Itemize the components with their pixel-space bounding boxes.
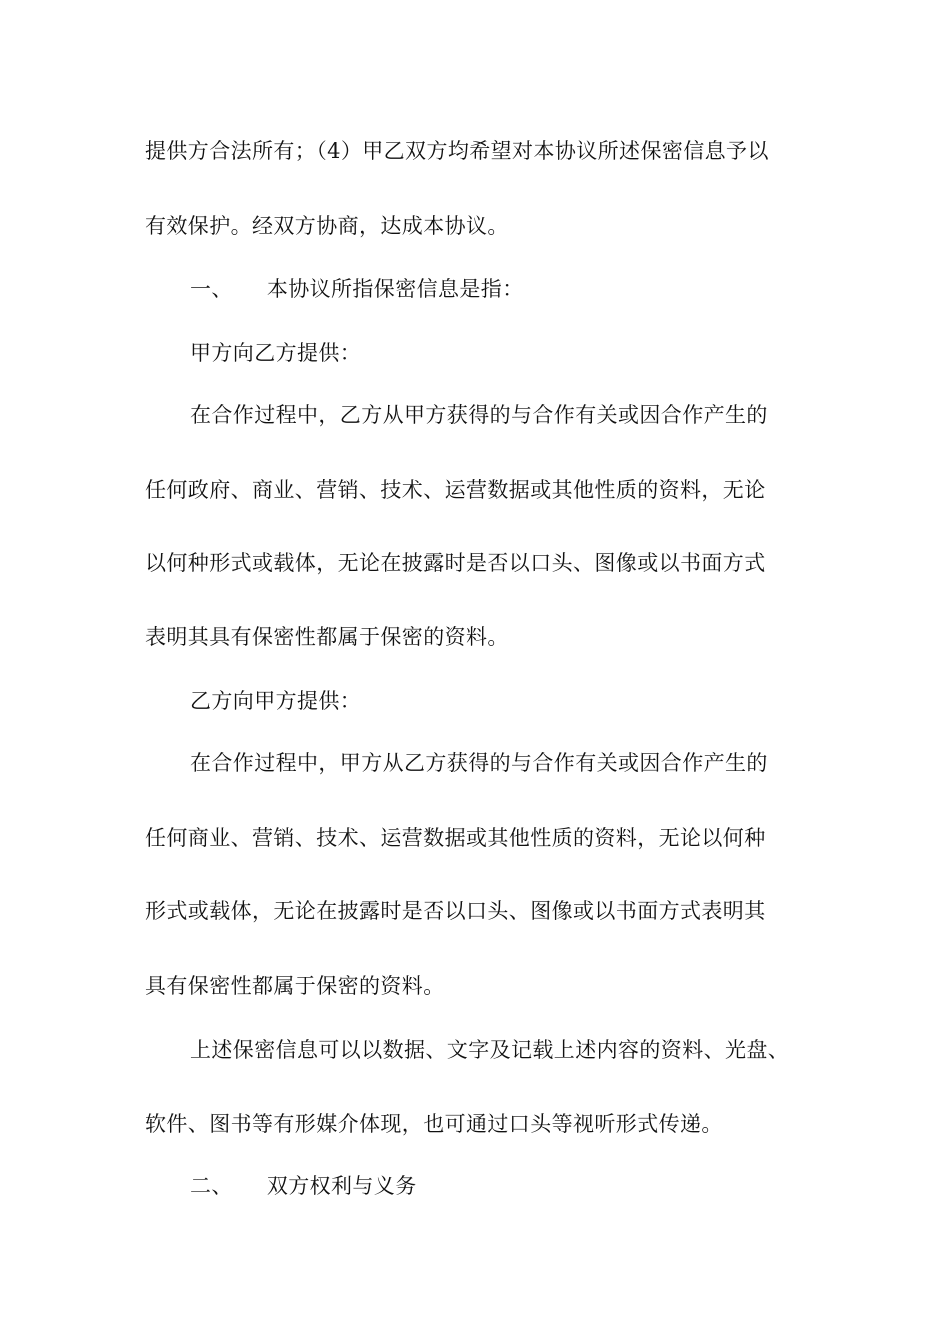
subheading: 甲方向乙方提供： [190,341,362,365]
section-number: 一、 [190,277,233,301]
paragraph-line: 任何政府、商业、营销、技术、运营数据或其他性质的资料，无论 [145,478,766,502]
paragraph-line: 在合作过程中，乙方从甲方获得的与合作有关或因合作产生的 [190,403,768,427]
section-number: 二、 [190,1174,233,1198]
paragraph-line: 具有保密性都属于保密的资料。 [145,974,445,998]
paragraph-line: 有效保护。经双方协商，达成本协议。 [145,214,509,238]
section-title: 双方权利与义务 [266,1174,417,1198]
paragraph-line: 在合作过程中，甲方从乙方获得的与合作有关或因合作产生的 [190,751,768,775]
section-heading-2 [190,1174,417,1198]
subheading: 乙方向甲方提供： [190,689,362,713]
paragraph-line: 表明其具有保密性都属于保密的资料。 [145,625,509,649]
paragraph-line: 上述保密信息可以以数据、文字及记载上述内容的资料、光盘、 [190,1038,790,1062]
paragraph-line: 以何种形式或载体，无论在披露时是否以口头、图像或以书面方式 [145,551,766,575]
paragraph-line: 提供方合法所有；（4）甲乙双方均希望对本协议所述保密信息予以 [145,139,769,163]
paragraph-line: 任何商业、营销、技术、运营数据或其他性质的资料，无论以何种 [145,826,766,850]
section-heading-1 [190,277,524,301]
paragraph-line: 软件、图书等有形媒介体现，也可通过口头等视听形式传递。 [145,1112,723,1136]
section-title: 本协议所指保密信息是指： [266,277,524,301]
paragraph-line: 形式或载体，无论在披露时是否以口头、图像或以书面方式表明其 [145,899,766,923]
